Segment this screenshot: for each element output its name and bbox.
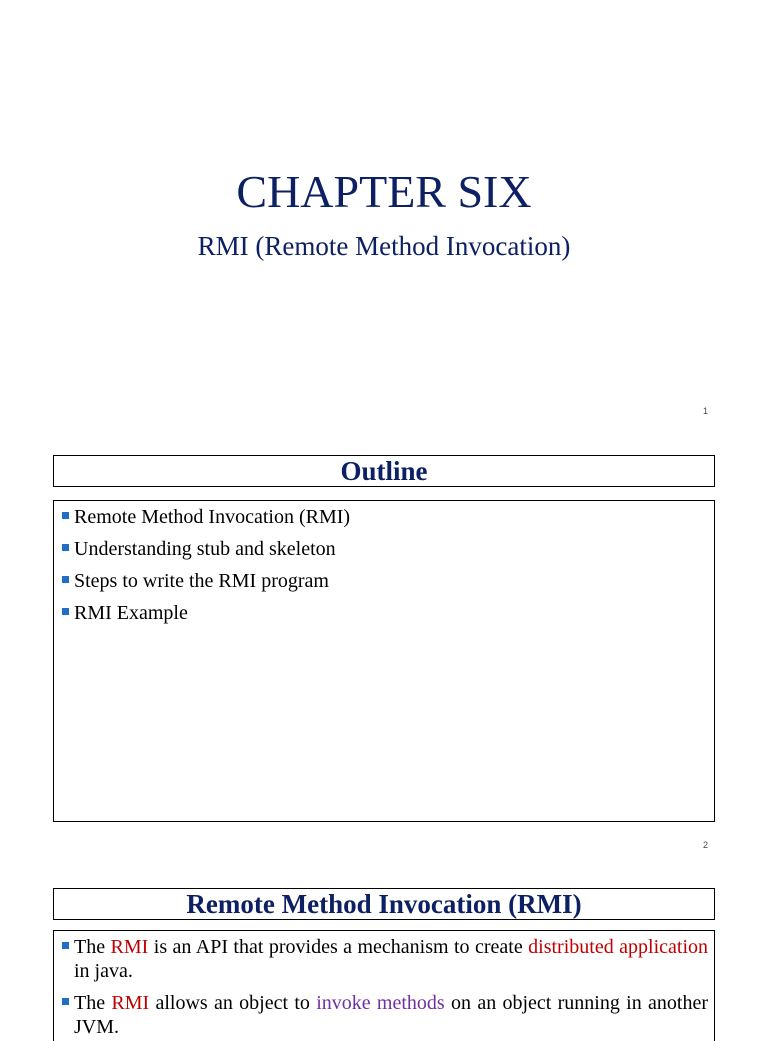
rmi-title: Remote Method Invocation (RMI) (53, 888, 715, 920)
text-segment: The (74, 992, 112, 1014)
list-item-text: Remote Method Invocation (RMI) (74, 506, 351, 528)
square-bullet-icon (62, 512, 69, 519)
square-bullet-icon (62, 544, 69, 551)
list-item (60, 569, 708, 593)
list-item (60, 537, 708, 561)
slide-chapter-title (0, 0, 768, 430)
square-bullet-icon (62, 942, 69, 949)
chapter-title: CHAPTER SIX (236, 166, 532, 217)
slide-rmi-intro (0, 860, 768, 1038)
highlight-term: distributed application (528, 936, 708, 958)
list-item-text: Steps to write the RMI program (74, 570, 329, 592)
page-number: 2 (702, 840, 708, 850)
square-bullet-icon (62, 608, 69, 615)
highlight-term: invoke methods (316, 992, 445, 1014)
list-item (60, 505, 708, 529)
rmi-content (53, 930, 715, 1041)
outline-title: Outline (53, 455, 715, 487)
list-item-text: Understanding stub and skeleton (74, 538, 336, 560)
outline-list (54, 501, 714, 625)
text-segment: on an object running in another JVM. (74, 992, 708, 1038)
highlight-term: RMI (111, 992, 150, 1014)
square-bullet-icon (62, 998, 69, 1005)
rmi-list (54, 931, 714, 1039)
text-segment: in java. (74, 960, 133, 982)
outline-content (53, 500, 715, 822)
list-item (60, 935, 708, 983)
list-item (60, 601, 708, 625)
highlight-term: RMI (110, 936, 149, 958)
square-bullet-icon (62, 576, 69, 583)
text-segment: is an API that provides a mechanism to create (148, 936, 529, 958)
list-item-text: RMI Example (74, 602, 188, 624)
list-item (60, 991, 708, 1039)
text-segment: The (74, 936, 111, 958)
page-number: 1 (702, 406, 708, 416)
slide-outline (0, 430, 768, 860)
text-segment: allows an object to (149, 992, 317, 1014)
chapter-subtitle: RMI (Remote Method Invocation) (197, 231, 571, 261)
